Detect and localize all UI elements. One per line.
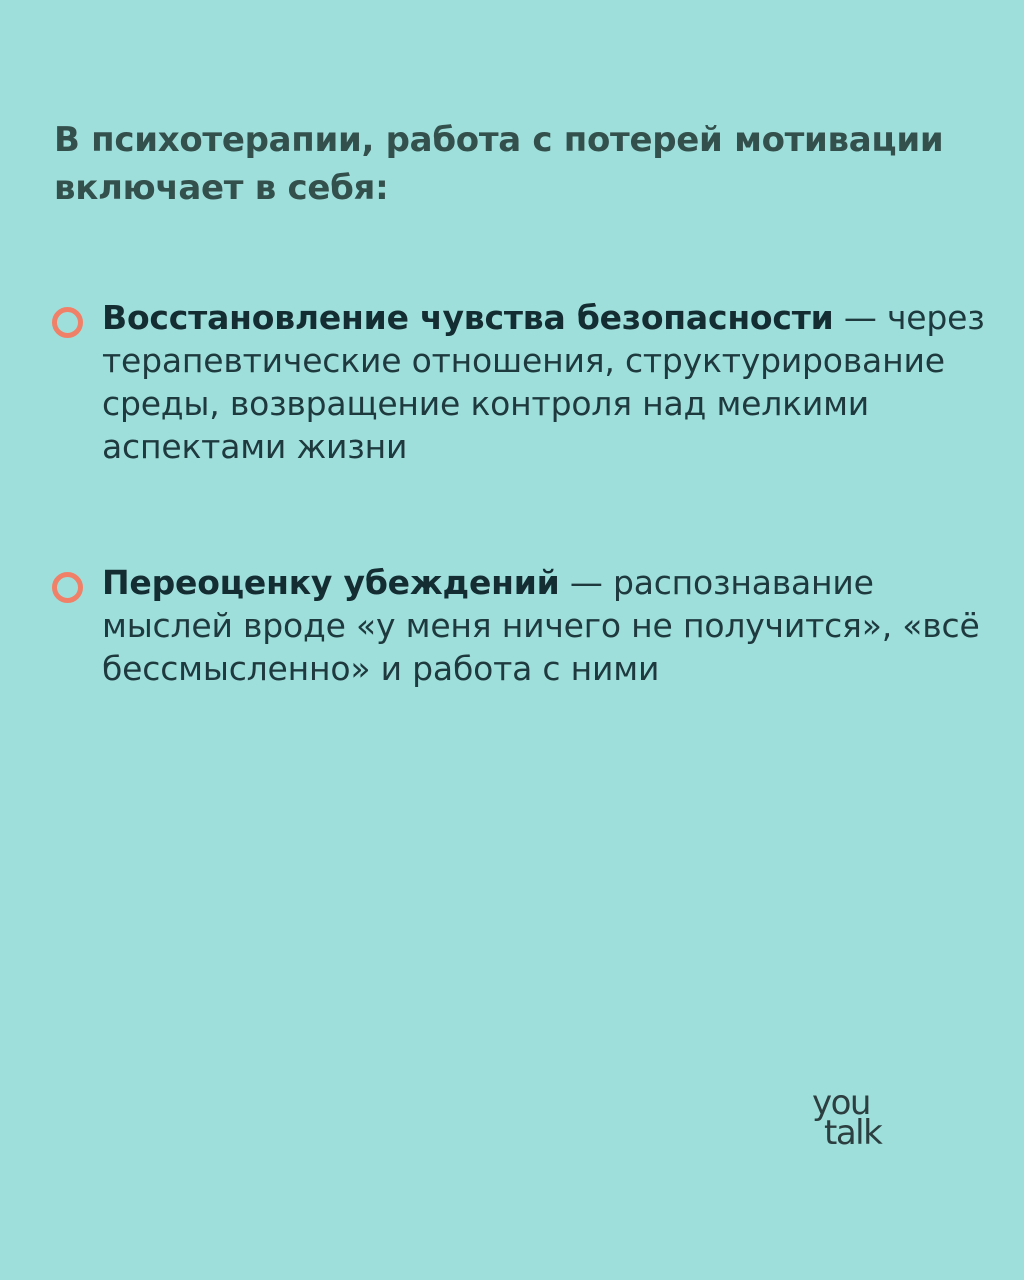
- bullet-item-safety: [52, 296, 992, 468]
- logo-line-you: you: [812, 1083, 870, 1123]
- bullet-item-beliefs: [52, 561, 992, 690]
- bullet-title: Восстановление чувства безопасности: [102, 298, 834, 337]
- bullet-description: — распознавание мыслей вроде «у меня ничего не получится», «всё бессмысленно» и работа с ними: [102, 563, 980, 688]
- bullet-title: Переоценку убеждений: [102, 563, 560, 602]
- bullet-text: [102, 296, 992, 468]
- youtalk-logo: [812, 1083, 912, 1158]
- logo-line-talk: talk: [824, 1113, 882, 1153]
- ring-bullet-icon: [52, 307, 83, 338]
- bullet-text: [102, 561, 992, 690]
- intro-heading: В психотерапии, работа с потерей мотивации включает в себя:: [54, 120, 944, 208]
- ring-bullet-icon: [52, 572, 83, 603]
- bullet-description: — через терапевтические отношения, структурирование среды, возвращение контроля над мелкими аспектами жизни: [102, 298, 985, 466]
